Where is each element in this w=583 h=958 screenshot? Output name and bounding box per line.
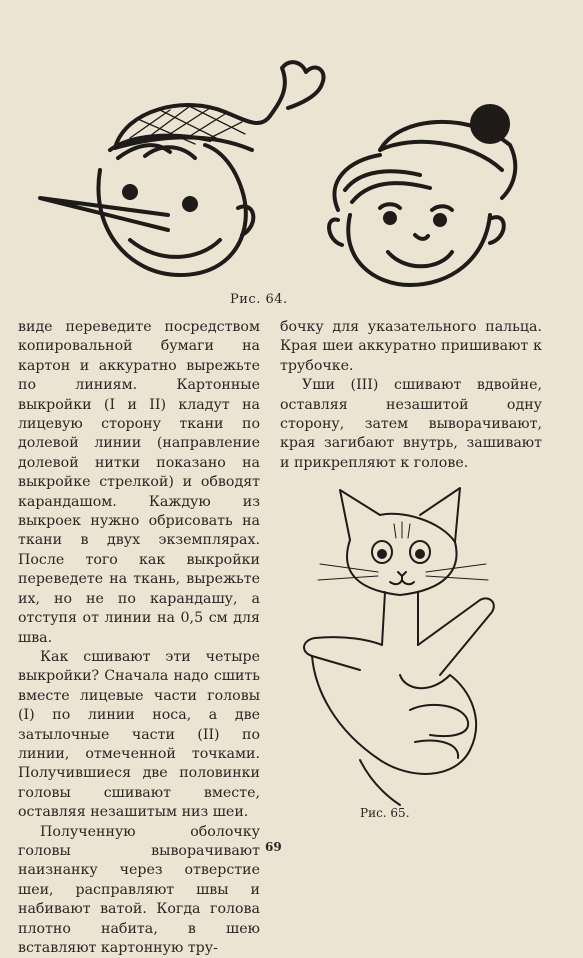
- paragraph: Уши (III) сшивают вдвойне, оставляя незашитой одну сторону, затем выворачивают, края загибают внутрь, зашивают и прикрепляют к голове.: [280, 377, 542, 471]
- cat-hand-puppet-icon: [290, 460, 510, 810]
- paragraph: Как сшивают эти четыре выкройки? Сначала надо сшить вместе лицевые части головы (I) по линии носа, а две затылочные части (II) по линии, отмеченной точками. Получившиеся две половинки головы сшивают вместе, оставляя незашитым низ шеи.: [18, 648, 260, 821]
- paragraph: бочку для указательного пальца. Края шеи аккуратно пришивают к трубочке.: [280, 319, 542, 374]
- figure-64-caption: Рис. 64.: [230, 292, 288, 307]
- left-text-column: [18, 318, 260, 958]
- figure-64-drawing: [20, 40, 560, 290]
- page-number: 69: [265, 840, 282, 854]
- figure-65: [290, 460, 510, 810]
- puppet-head-beret-icon: [329, 106, 515, 285]
- figure-64: [20, 40, 560, 290]
- right-text-column: [280, 318, 542, 473]
- figure-65-caption: Рис. 65.: [360, 806, 410, 820]
- puppet-head-long-nose-icon: [40, 62, 324, 275]
- paragraph: виде переведите посредством копировальной бумаги на картон и аккуратно вырежьте по линиям. Картонные выкройки (I и II) кладут на лицевую сторону ткани по долевой линии (направление долевой нитки показано на выкройке стрелкой) и обводят карандашом. Каждую из выкроек нужно обрисовать на ткани в двух экземплярах. После того как выкройки переведете на ткань, вырежьте их, но не по карандашу, а отступя от линии на 0,5 см для шва.: [18, 319, 260, 646]
- paragraph: Полученную оболочку головы выворачивают наизнанку через отверстие шеи, расправляют швы и набивают ватой. Когда голова плотно набита, в шею вставляют картонную тру-: [18, 823, 260, 956]
